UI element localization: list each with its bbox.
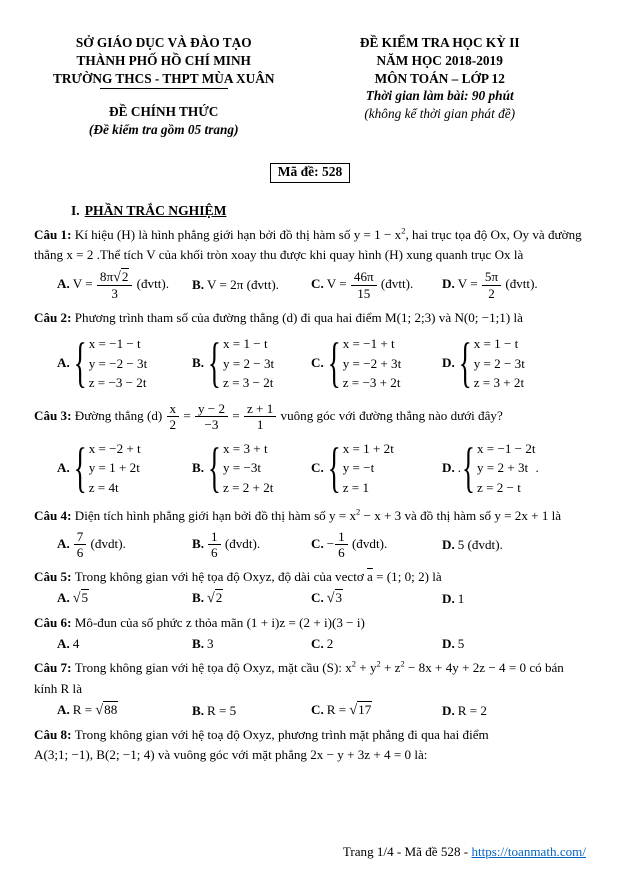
- option-content: V = $\frac{8\pi√2}{3}$ (đvtt).: [72, 268, 170, 302]
- option-letter: A.: [57, 535, 70, 551]
- option-letter: D.: [442, 355, 455, 371]
- question-number: Câu 6:: [34, 615, 75, 631]
- option-letter: B.: [192, 355, 205, 371]
- option-letter: B.: [192, 460, 205, 476]
- question: [34, 225, 586, 302]
- answer-options: [34, 590, 586, 607]
- option-content: { x = 1 − t y = 2 − 3t z = 3 − 2t: [208, 331, 275, 393]
- official-exam-label: ĐỀ CHÍNH THỨC: [109, 104, 219, 120]
- option-letter: A.: [57, 702, 70, 718]
- page-footer: [343, 844, 586, 860]
- question-number: Câu 4:: [34, 507, 75, 523]
- answer-option: [442, 591, 586, 607]
- answer-option: [192, 277, 311, 293]
- option-letter: A.: [57, 636, 70, 652]
- answer-option: [192, 590, 311, 607]
- option-letter: C.: [311, 355, 324, 371]
- toanmath-link[interactable]: https://toanmath.com/: [471, 844, 586, 859]
- option-content: 5 (đvdt).: [457, 536, 503, 552]
- pages-note: (Đề kiểm tra gồm 05 trang): [88, 122, 239, 138]
- question-text: Câu 7: Trong không gian với hệ tọa độ Oxyz, mặt cầu (S): $x^2 + y^2 + z^2 - 8x + 4y + 2z - 4 = 0$ có bán kính R là: [34, 659, 564, 696]
- question-number: Câu 5:: [34, 568, 75, 584]
- option-content: { x = −1 + t y = −2 + 3t z = −3 + 2t: [327, 331, 402, 393]
- answer-option: [311, 590, 442, 607]
- exam-header: [34, 0, 586, 139]
- option-content: − $\frac{1}{6}$ (đvdt).: [326, 529, 388, 561]
- answer-option: [192, 636, 311, 652]
- answer-option: [192, 529, 311, 561]
- answer-option: [192, 703, 311, 719]
- option-letter: D.: [442, 590, 455, 606]
- question-text: Câu 1: Kí hiệu (H) là hình phẳng giới hạn bởi đồ thị hàm số $y = 1 - x^2$, hai trục tọa độ Ox, Oy và đường thẳng x = 2 .Thể tích V của khối tròn xoay thu được khi quay hình (H) xung quanh trục Ox là: [34, 225, 582, 263]
- answer-options: [34, 331, 586, 393]
- answer-option: [442, 435, 586, 498]
- option-content: { x = −2 + t y = 1 + 2t z = 4t: [73, 435, 141, 498]
- option-content: R = 5: [207, 702, 237, 718]
- option-content: 3: [207, 636, 214, 652]
- option-content: 4: [72, 636, 80, 652]
- answer-option: [57, 435, 192, 498]
- question-text: Câu 4: Diện tích hình phẳng giới hạn bởi đồ thị hàm số $y = x^2 - x + 3$ và đồ thị hàm số y = 2x + 1 là: [34, 506, 562, 523]
- question-number: Câu 2:: [34, 309, 75, 325]
- question: [34, 725, 586, 766]
- question: [34, 613, 586, 652]
- option-letter: C.: [311, 276, 324, 292]
- answer-option: [442, 636, 586, 652]
- option-letter: B.: [192, 277, 205, 293]
- option-letter: A.: [57, 276, 70, 292]
- school-name: TRƯỜNG THCS - THPT MÙA XUÂN: [52, 70, 275, 86]
- school-underline-rule: [100, 88, 228, 89]
- option-content: R = 2: [457, 702, 487, 718]
- question-list: [34, 225, 586, 766]
- option-content: $\frac{7}{6}$ (đvdt).: [73, 536, 126, 551]
- question: [34, 567, 586, 607]
- option-content: √3: [326, 590, 343, 607]
- option-letter: A.: [57, 460, 70, 476]
- answer-option: [311, 331, 442, 393]
- exam-code-box: Mã đề: 528: [270, 163, 351, 183]
- question: [34, 658, 586, 719]
- department-line-2: THÀNH PHỐ HỒ CHÍ MINH: [76, 52, 251, 68]
- question-number: Câu 1:: [34, 227, 75, 243]
- answer-option: [57, 702, 192, 719]
- answer-option: [442, 269, 586, 301]
- option-content: { x = −1 − t y = −2 − 3t z = −3 − 2t: [73, 331, 148, 393]
- question: [34, 401, 586, 498]
- section-title: [71, 203, 586, 219]
- answer-options: [34, 702, 586, 719]
- answer-option: [192, 435, 311, 498]
- question-number: Câu 8:: [34, 727, 75, 743]
- answer-option: [442, 537, 586, 553]
- question-text: Câu 8: Trong không gian với hệ toạ độ Oxyz, phương trình mặt phẳng đi qua hai điểm A(3;1; −1), B(2; −1; 4) và vuông góc với mặt phẳng 2x − y + 3z + 4 = 0 là:: [34, 727, 489, 763]
- option-letter: C.: [311, 460, 324, 476]
- option-letter: D.: [442, 536, 455, 552]
- answer-option: [192, 331, 311, 393]
- answer-options: [34, 529, 586, 561]
- option-content: √5: [72, 590, 89, 607]
- question-text: Câu 2: Phương trình tham số của đường thẳng (d) đi qua hai điểm M(1; 2;3) và N(0; −1;1) là: [34, 309, 523, 325]
- section-name: PHẦN TRẮC NGHIỆM: [84, 203, 227, 219]
- option-letter: C.: [311, 590, 324, 606]
- department-line-1: SỞ GIÁO DỤC VÀ ĐÀO TẠO: [75, 35, 252, 50]
- answer-option: [311, 702, 442, 719]
- option-content: 5: [457, 636, 465, 652]
- option-letter: D.: [442, 276, 455, 292]
- exam-duration: Thời gian làm bài: 90 phút: [365, 88, 514, 104]
- option-letter: C.: [311, 535, 324, 551]
- option-letter: B.: [192, 535, 205, 551]
- option-letter: C.: [311, 702, 324, 718]
- answer-option: [442, 703, 586, 719]
- exam-title-line-3: MÔN TOÁN – LỚP 12: [374, 70, 505, 86]
- option-content: V = 2π (đvtt).: [207, 277, 279, 293]
- option-letter: A.: [57, 355, 70, 371]
- question-number: Câu 3:: [34, 407, 75, 423]
- option-content: { x = 1 + 2t y = −t z = 1: [327, 435, 394, 498]
- answer-options: [34, 636, 586, 652]
- option-letter: B.: [192, 702, 205, 718]
- question-text: Câu 6: Mô-đun của số phức z thỏa mãn (1 + i)z = (2 + i)(3 − i): [34, 615, 365, 631]
- page-number-text: Trang 1/4 - Mã đề 528 -: [342, 844, 472, 859]
- section-numeral: I.: [71, 203, 80, 219]
- answer-option: [311, 636, 442, 652]
- answer-option: [311, 435, 442, 498]
- option-content: 1: [457, 590, 465, 606]
- answer-option: [442, 331, 586, 393]
- exam-code-row: [34, 163, 586, 183]
- answer-options: [34, 269, 586, 302]
- option-content: V = $\frac{5\pi}{2}$ (đvtt).: [457, 269, 538, 301]
- option-letter: B.: [192, 636, 205, 652]
- question: [34, 506, 586, 561]
- question-text: Câu 5: Trong không gian với hệ tọa độ Oxyz, độ dài của vectơ $\overline{a} = (1$; 0; 2) là: [34, 568, 442, 584]
- exam-title-line-2: NĂM HỌC 2018-2019: [376, 52, 503, 68]
- option-content: $\frac{1}{6}$ (đvdt).: [207, 536, 260, 551]
- option-content: { x = 1 − t y = 2 − 3t z = 3 + 2t: [458, 331, 525, 393]
- option-content: R = √17: [326, 702, 372, 719]
- exam-title-line-1: ĐỀ KIỂM TRA HỌC KỲ II: [359, 35, 520, 50]
- header-right-block: [293, 34, 586, 139]
- question: [34, 308, 586, 393]
- answer-option: [57, 331, 192, 393]
- answer-option: [311, 269, 442, 301]
- option-content: √2: [207, 590, 223, 607]
- answer-option: [57, 269, 192, 302]
- exam-duration-note: (không kể thời gian phát đề): [364, 106, 516, 122]
- option-letter: D.: [442, 636, 455, 652]
- option-content: . { x = −1 − 2t y = 2 + 3t z = 2 − t .: [457, 435, 539, 498]
- header-left-block: [34, 34, 293, 139]
- option-content: { x = 3 + t y = −3t z = 2 + 2t: [208, 435, 274, 498]
- answer-option: [57, 590, 192, 607]
- question-text: Câu 3: Đường thẳng (d) $\frac{x}{2}$ = $\frac{y - 2}{-3}$ = $\frac{z + 1}{1}$ vuông góc với đường thẳng nào dưới đây?: [34, 400, 503, 433]
- answer-option: [311, 529, 442, 561]
- answer-option: [57, 529, 192, 561]
- option-letter: D.: [442, 702, 455, 718]
- question-number: Câu 7:: [34, 660, 75, 676]
- option-content: 2: [326, 636, 334, 652]
- option-content: R = √88: [72, 702, 118, 719]
- option-letter: D.: [442, 460, 455, 476]
- answer-option: [57, 636, 192, 652]
- option-letter: A.: [57, 590, 70, 606]
- option-letter: C.: [311, 636, 324, 652]
- option-content: V = $\frac{46\pi}{15}$ (đvtt).: [326, 269, 414, 301]
- answer-options: [34, 435, 586, 498]
- option-letter: B.: [192, 590, 205, 606]
